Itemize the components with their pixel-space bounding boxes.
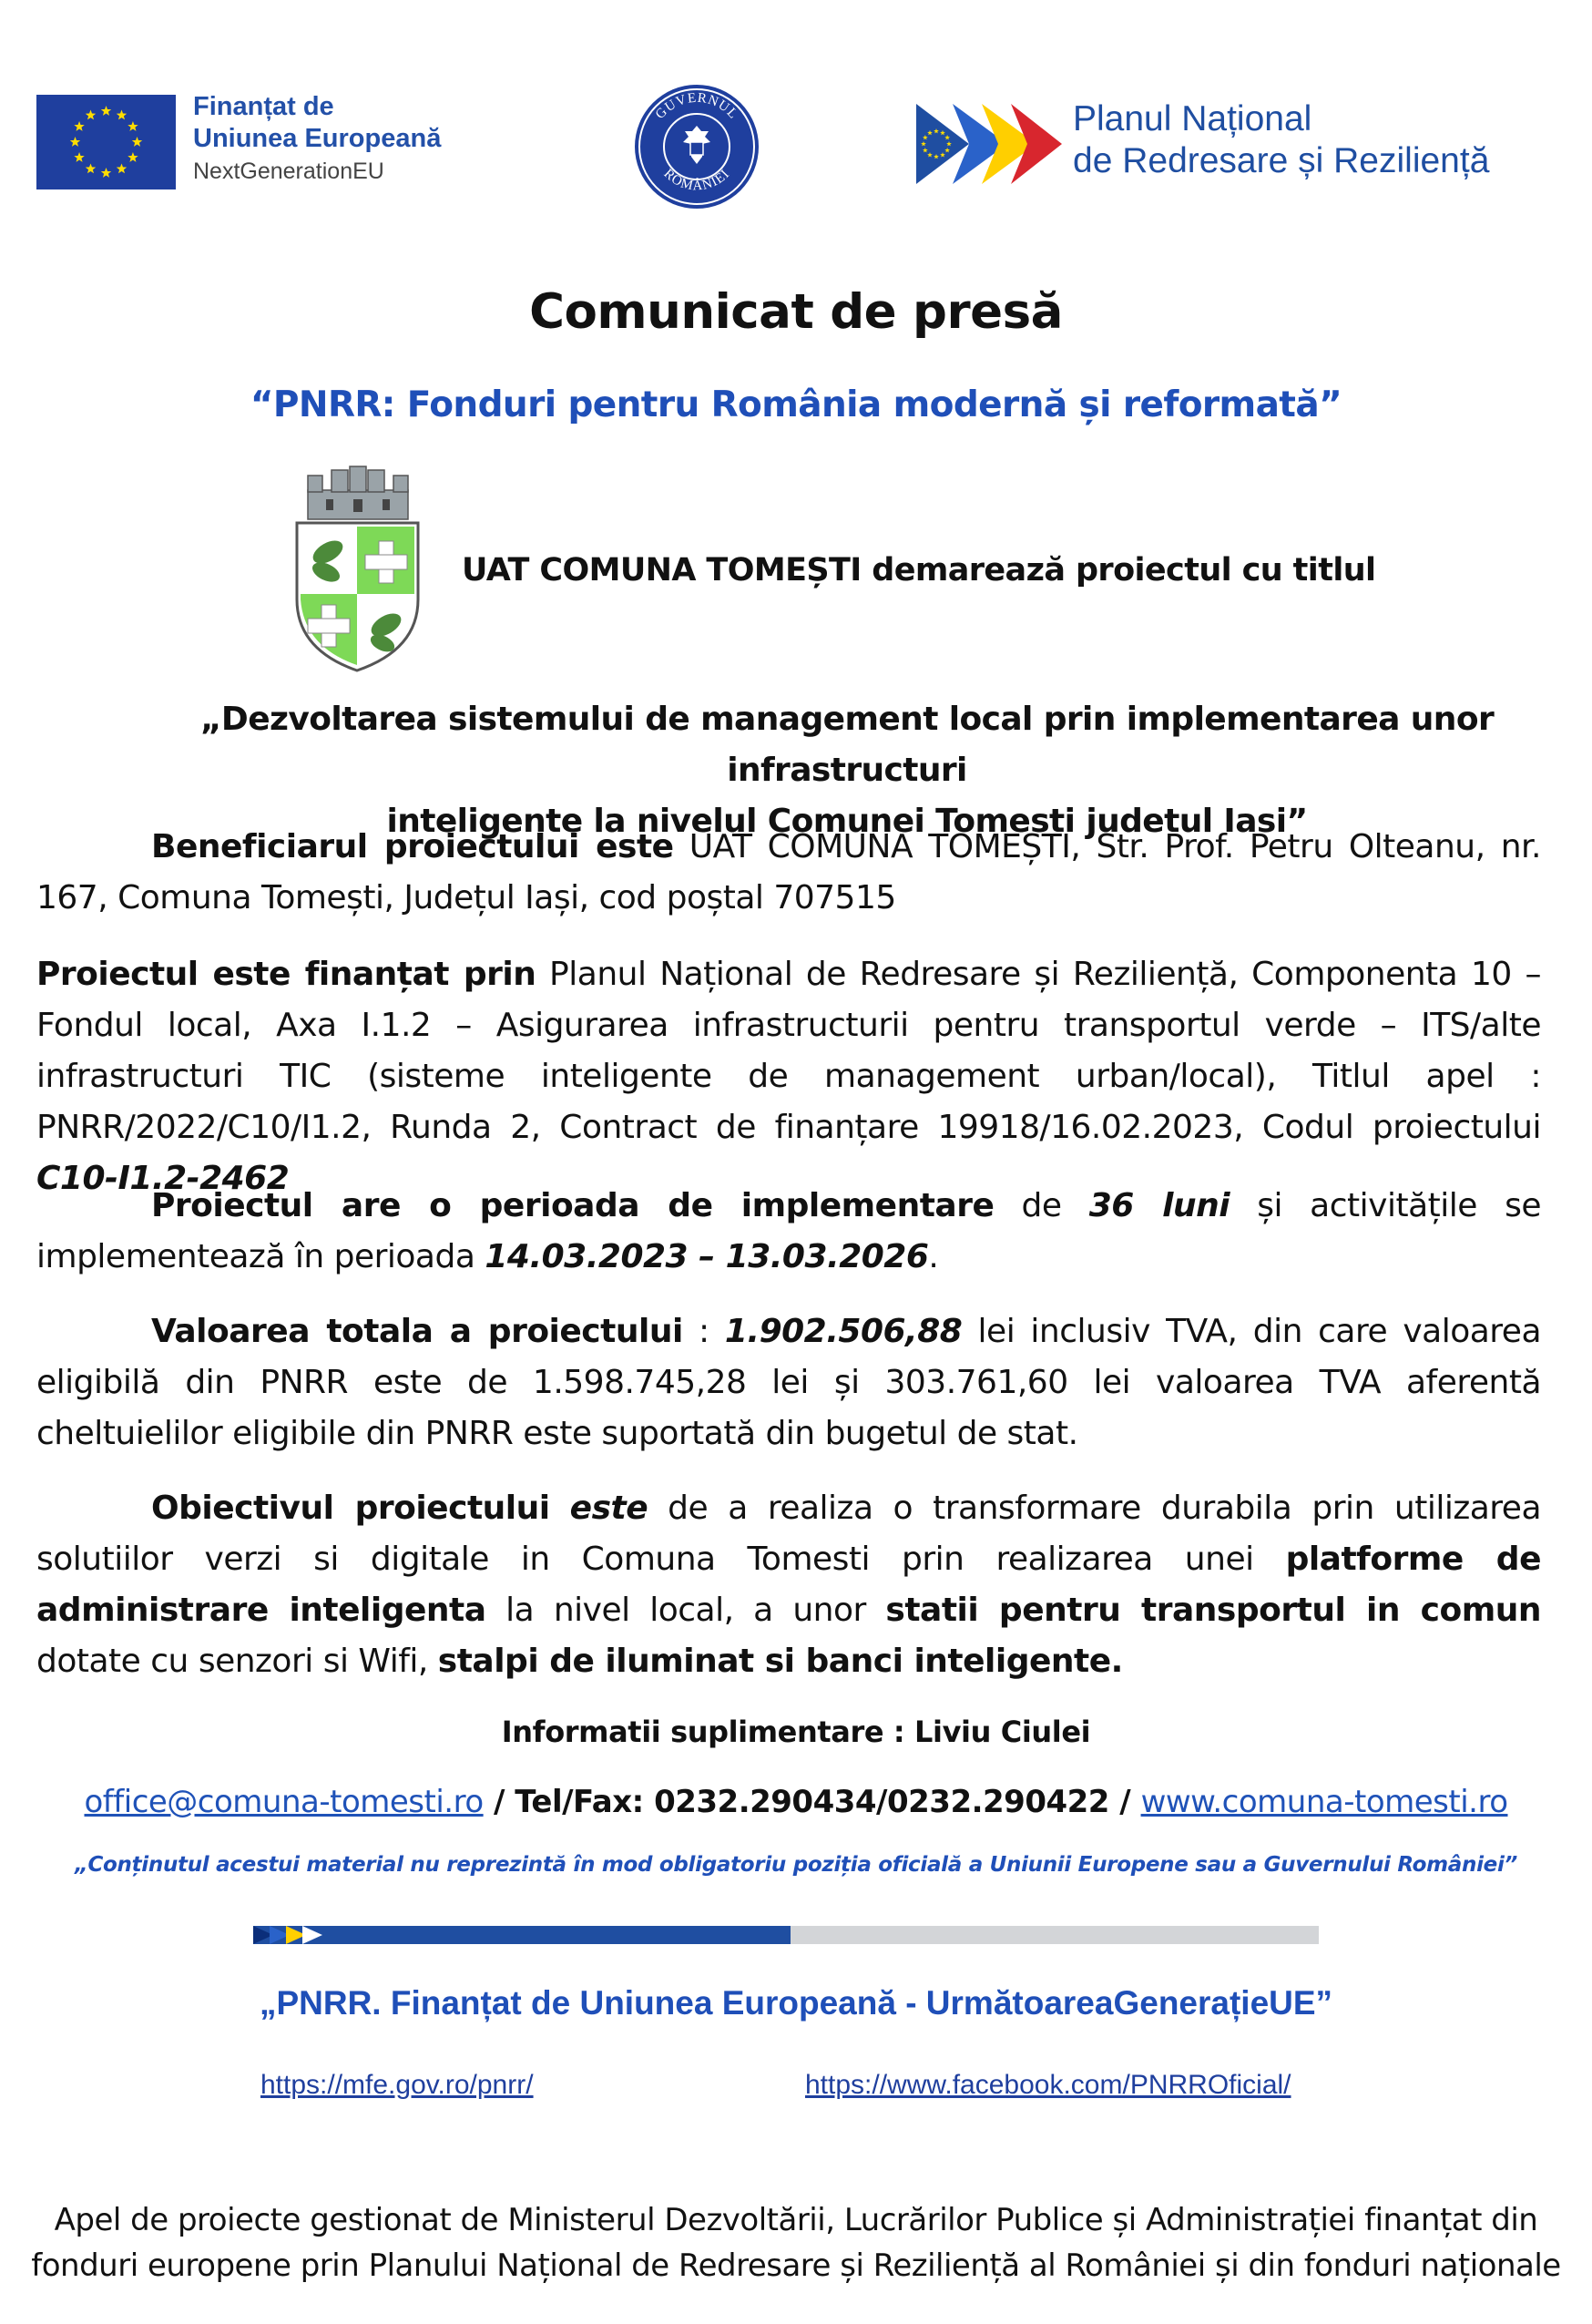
- pnrr-logo: [916, 102, 1062, 186]
- tomesti-coat-of-arms: [291, 463, 424, 674]
- pnrr-stripe-divider: [253, 1924, 1319, 1946]
- phone-text: / Tel/Fax: 0232.290434/0232.290422 /: [483, 1784, 1141, 1820]
- footer-line-1: Apel de proiecte gestionat de Ministerul Dezvoltării, Lucrărilor Publice și Administrației finanțat din: [54, 2202, 1538, 2238]
- project-title-line-1: „Dezvoltarea sistemului de management local prin implementarea unor infrastructuri: [199, 701, 1495, 789]
- objective-bold-3: stalpi de iluminat si banci inteligente.: [437, 1643, 1123, 1680]
- value-label: Valoarea totala a proiectului: [151, 1313, 683, 1350]
- eu-flag-logo: [36, 95, 176, 189]
- period-label: Proiectul are o perioada de implementare: [151, 1187, 995, 1224]
- mfe-link[interactable]: https://mfe.gov.ro/pnrr/: [260, 2070, 534, 2100]
- romanian-government-seal: [632, 82, 761, 211]
- period-text-2: și activitățile se implementează în perioada: [36, 1187, 1541, 1275]
- page-subtitle: “PNRR: Fonduri pentru România modernă și reformată”: [250, 384, 1342, 425]
- value-text-2: lei inclusiv TVA, din care valoarea eligibilă din PNRR este de 1.598.745,28 lei și 303.761,60 lei valoarea TVA aferentă cheltuielilor eligibile din PNRR este suportată din bugetul de stat.: [36, 1313, 1541, 1452]
- pnrr-line-1: Planul Național: [1073, 99, 1312, 138]
- period-text-3: .: [928, 1238, 939, 1275]
- eu-stars-icon: [36, 95, 176, 189]
- pnrr-slogan: „PNRR. Finanțat de Uniunea Europeană - UrmătoareaGenerațieUE”: [259, 1984, 1333, 2022]
- project-title-line-2: inteligente la nivelul Comunei Tomesti judetul Iasi”: [386, 803, 1308, 840]
- footer-line-2: fonduri europene prin Planului Național de Redresare și Reziliență al României și din fonduri naționale: [31, 2247, 1561, 2284]
- objective-text-1: de a realiza o transformare durabila prin utilizarea solutiilor verzi si digitale in Comuna Tomesti prin realizarea unei: [36, 1490, 1542, 1578]
- contact-line: [0, 1784, 1592, 1820]
- disclaimer: „Conținutul acestui material nu reprezintă în mod obligatoriu poziția oficială a Uniunii Europene sau a Guvernului României”: [74, 1853, 1518, 1877]
- objective-bold-1: platforme de administrare inteligenta: [36, 1541, 1541, 1629]
- objective-label: Obiectivul proiectului: [151, 1490, 550, 1527]
- value-amount: 1.902.506,88: [724, 1313, 963, 1350]
- website-link[interactable]: www.comuna-tomesti.ro: [1140, 1784, 1508, 1820]
- financing-text: Planul Național de Redresare și Reziliență, Componenta 10 – Fondul local, Axa I.1.2 – Asigurarea infrastructurii pentru transportul verde – ITS/alte infrastructuri TIC (sisteme inteligente de management urban/local), Titlul apel : PNRR/2022/C10/I1.2, Runda 2, Contract de finanțare 19918/16.02.2023, Codul proiectului: [36, 956, 1541, 1146]
- value-paragraph: [36, 1306, 1541, 1459]
- objective-bold-2: statii pentru transportul in comun: [885, 1592, 1542, 1629]
- seal-text-top: GUVERNUL: [652, 90, 741, 123]
- additional-info: Informatii suplimentare : Liviu Ciulei: [501, 1715, 1091, 1749]
- financing-label: Proiectul este finanțat prin: [36, 956, 536, 993]
- period-paragraph: [36, 1181, 1541, 1283]
- pnrr-line-2: de Redresare și Reziliență: [1073, 141, 1490, 181]
- eu-line-3: NextGenerationEU: [193, 158, 384, 184]
- pnrr-label: [1073, 98, 1489, 182]
- objective-label-italic: este: [569, 1490, 648, 1527]
- financing-paragraph: [36, 949, 1541, 1204]
- project-code: C10-I1.2-2462: [36, 1160, 290, 1197]
- period-dates: 14.03.2023 – 13.03.2026: [485, 1238, 929, 1275]
- eu-line-1: Finanțat de: [193, 92, 334, 121]
- beneficiary-paragraph: [36, 822, 1541, 924]
- objective-paragraph: [36, 1483, 1541, 1687]
- seal-text-bottom: ROMÂNIEI: [660, 166, 733, 194]
- page-title: Comunicat de presă: [529, 284, 1063, 340]
- eu-line-2: Uniunea Europeană: [193, 124, 442, 154]
- facebook-link[interactable]: https://www.facebook.com/PNRROficial/: [805, 2070, 1291, 2100]
- beneficiary-text: UAT COMUNA TOMEȘTI, Str. Prof. Petru Olteanu, nr. 167, Comuna Tomești, Județul Iași, cod poștal 707515: [36, 828, 1541, 916]
- period-text-1: de: [994, 1187, 1089, 1224]
- email-link[interactable]: office@comuna-tomesti.ro: [84, 1784, 484, 1820]
- eu-funding-label: [193, 91, 441, 185]
- objective-text-3: dotate cu senzori si Wifi,: [36, 1643, 438, 1680]
- uat-announcement: UAT COMUNA TOMEȘTI demarează proiectul cu titlul: [462, 552, 1376, 589]
- footer-note: [0, 2197, 1592, 2288]
- value-text-1: :: [682, 1313, 725, 1350]
- beneficiary-label: Beneficiarul proiectului este: [151, 828, 674, 865]
- period-duration: 36 luni: [1088, 1187, 1230, 1224]
- objective-text-2: la nivel local, a unor: [485, 1592, 886, 1629]
